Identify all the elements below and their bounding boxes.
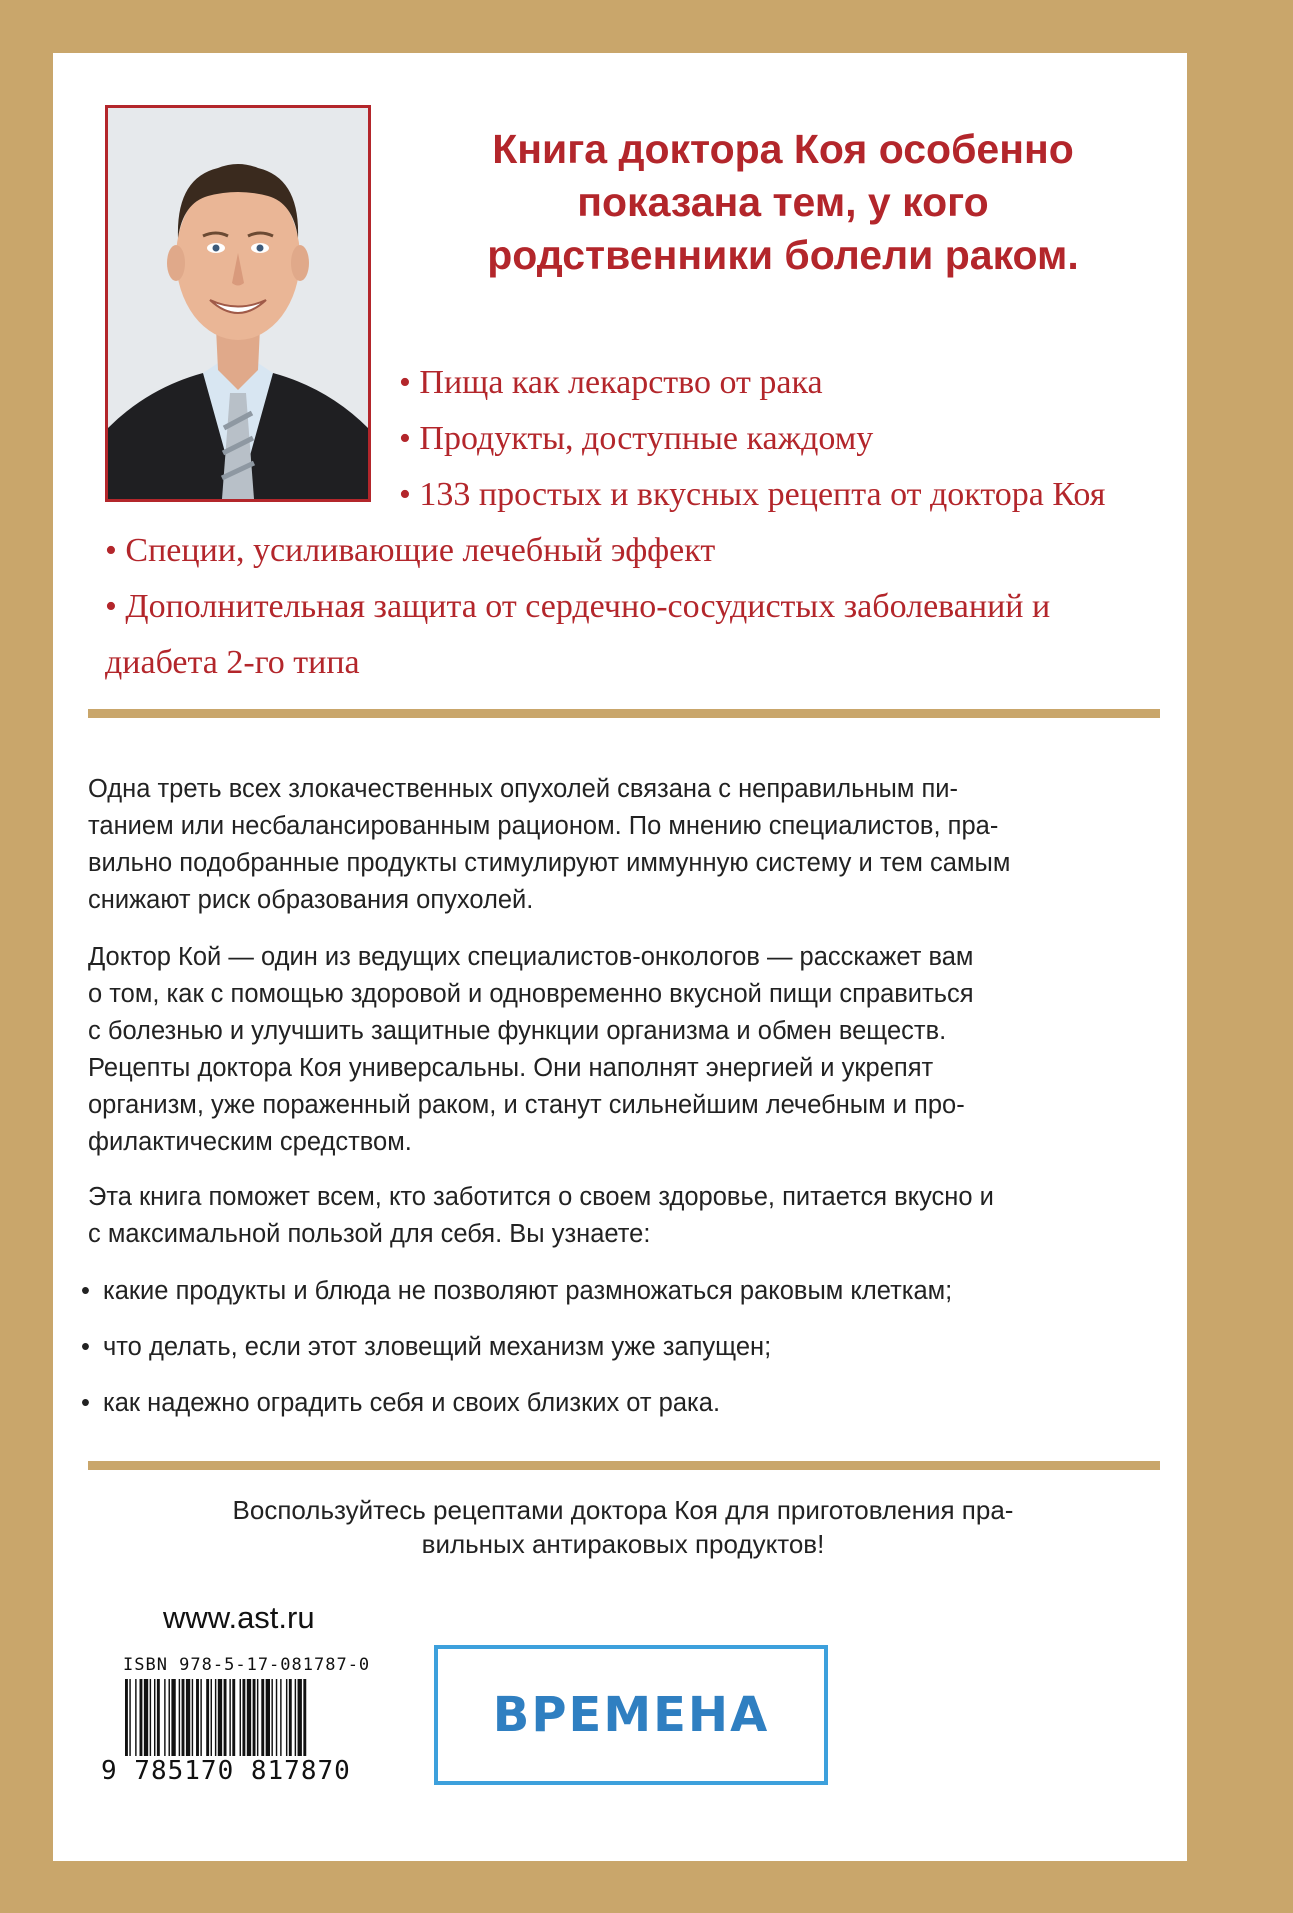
- barcode-bar: [224, 1679, 227, 1767]
- barcode-bar: [247, 1679, 251, 1767]
- paragraph-line: снижают риск образования опухолей.: [88, 886, 534, 914]
- barcode-bar: [164, 1679, 165, 1767]
- barcode-bar: [242, 1679, 245, 1767]
- barcode-bar: [253, 1679, 256, 1767]
- feature-item: • Специи, усиливающие лечебный эффект: [105, 532, 716, 569]
- headline-line: Книга доктора Коя особенно: [492, 126, 1074, 172]
- closing-line: вильных антираковых продуктов!: [421, 1529, 825, 1559]
- barcode-bar: [271, 1679, 272, 1767]
- barcode-bar: [261, 1679, 264, 1767]
- headline-line: показана тем, у кого: [577, 179, 989, 225]
- barcode-bar: [276, 1679, 277, 1767]
- paragraph-line: с максимальной пользой для себя. Вы узнаете:: [88, 1220, 651, 1248]
- publisher-logo-text: ВРЕМЕНА: [492, 1687, 770, 1743]
- feature-item: • Дополнительная защита от сердечно-сосудистых заболеваний и: [105, 588, 1051, 625]
- paragraph-line: Эта книга поможет всем, кто заботится о своем здоровье, питается вкусно и: [88, 1183, 994, 1211]
- barcode-bar: [289, 1679, 292, 1767]
- author-photo: [105, 105, 371, 502]
- list-item-text: как надежно оградить себя и своих близких от рака.: [103, 1389, 721, 1417]
- barcode-bar: [266, 1679, 270, 1767]
- barcode-bar: [157, 1679, 160, 1767]
- author-portrait-icon: [108, 108, 368, 499]
- barcode-bar: [179, 1679, 180, 1767]
- paragraph-line: Доктор Кой — один из ведущих специалистов-онкологов — расскажет вам: [88, 943, 974, 971]
- feature-item: • 133 простых и вкусных рецепта от доктора Коя: [399, 476, 1106, 513]
- paragraph-line: с болезнью и улучшить защитные функции организма и обмен веществ.: [88, 1017, 947, 1045]
- barcode-bar: [129, 1679, 130, 1767]
- feature-item: диабета 2-го типа: [105, 644, 360, 681]
- barcode-bar: [125, 1679, 128, 1767]
- bullet-glyph: •: [81, 1389, 90, 1417]
- barcode-bar: [206, 1679, 209, 1767]
- barcode-bar: [135, 1679, 136, 1767]
- paragraph-line: организм, уже пораженный раком, и станут сильнейшим лечебным и про-: [88, 1091, 965, 1119]
- closing-text: [123, 1493, 1123, 1561]
- paragraph-line: филактическим средством.: [88, 1128, 412, 1156]
- barcode-bar: [295, 1679, 296, 1767]
- paragraph-1: [88, 771, 1163, 919]
- barcode-bar: [192, 1679, 193, 1767]
- barcode-bar: [140, 1679, 143, 1767]
- headline: [393, 123, 1173, 282]
- barcode-bar: [298, 1679, 302, 1767]
- paragraph-2: [88, 939, 1163, 1161]
- back-cover: [53, 53, 1187, 1861]
- list-item: [81, 1329, 771, 1366]
- barcode-bar: [215, 1679, 216, 1767]
- barcode-bar: [144, 1679, 148, 1767]
- barcode-bar: [196, 1679, 199, 1767]
- paragraph-line: танием или несбалансированным рационом. По мнению специалистов, пра-: [88, 812, 999, 840]
- barcode-bar: [218, 1679, 222, 1767]
- barcode-bar: [171, 1679, 175, 1767]
- barcode-bar: [229, 1679, 230, 1767]
- barcode-bar: [257, 1679, 258, 1767]
- list-item: [81, 1385, 720, 1422]
- list-item-text: какие продукты и блюда не позволяют размножаться раковым клеткам;: [103, 1277, 953, 1305]
- barcode-bar: [211, 1679, 212, 1767]
- barcode-bar: [150, 1679, 151, 1767]
- headline-line: родственники болели раком.: [487, 232, 1079, 278]
- paragraph-line: Рецепты доктора Коя универсальны. Они наполнят энергией и укрепят: [88, 1054, 934, 1082]
- divider: [88, 1461, 1160, 1470]
- barcode-digits: 9 785170 817870: [101, 1756, 351, 1786]
- publisher-url: www.ast.ru: [163, 1600, 315, 1635]
- barcode-bar: [303, 1679, 306, 1767]
- barcode-bar: [240, 1679, 241, 1767]
- paragraph-3: [88, 1179, 1163, 1253]
- barcode-bar: [200, 1679, 201, 1767]
- list-item: [81, 1273, 952, 1310]
- barcode-bar: [232, 1679, 235, 1767]
- barcode-bar: [186, 1679, 190, 1767]
- barcode-bar: [169, 1679, 170, 1767]
- paragraph-line: вильно подобранные продукты стимулируют иммунную систему и тем самым: [88, 849, 1011, 877]
- barcode-icon: [123, 1679, 381, 1767]
- isbn-text: ISBN 978-5-17-081787-0: [123, 1655, 371, 1675]
- publisher-logo: [434, 1645, 828, 1785]
- barcode-bar: [286, 1679, 287, 1767]
- paragraph-line: о том, как с помощью здоровой и одновременно вкусной пищи справиться: [88, 980, 974, 1008]
- bullet-glyph: •: [81, 1277, 90, 1305]
- barcode-bar: [154, 1679, 155, 1767]
- barcode-bar: [280, 1679, 281, 1767]
- feature-item: • Продукты, доступные каждому: [399, 420, 874, 457]
- barcode-bar: [182, 1679, 185, 1767]
- divider: [88, 709, 1160, 718]
- list-item-text: что делать, если этот зловещий механизм уже запущен;: [103, 1333, 772, 1361]
- feature-item: • Пища как лекарство от рака: [399, 364, 823, 401]
- paragraph-line: Одна треть всех злокачественных опухолей связана с неправильным пи-: [88, 775, 959, 803]
- closing-line: Воспользуйтесь рецептами доктора Коя для приготовления пра-: [232, 1495, 1014, 1525]
- bullet-glyph: •: [81, 1333, 90, 1361]
